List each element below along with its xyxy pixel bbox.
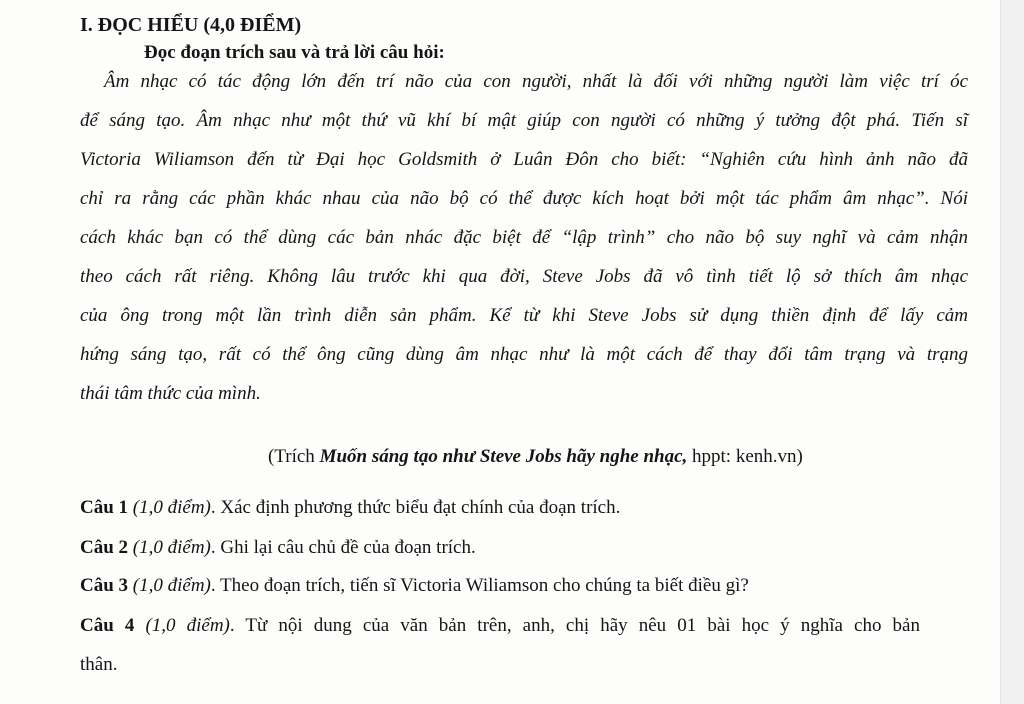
passage-line: Âm nhạc có tác động lớn đến trí não của con người, nhất là đối với những người làm việc trí óc — [104, 71, 968, 92]
question-points: (1,0 điểm) — [132, 537, 211, 558]
question-4 — [80, 615, 920, 637]
passage — [80, 67, 968, 418]
question-3 — [80, 575, 749, 597]
source-citation — [268, 446, 803, 468]
passage-line: của ông trong một lần trình diễn sản phẩm. Kể từ khi Steve Jobs sử dụng thiền định để lấy cảm — [80, 305, 968, 326]
passage-line: theo cách rất riêng. Không lâu trước khi qua đời, Steve Jobs đã vô tình tiết lộ sở thích âm nhạc — [80, 266, 968, 287]
viewer-gutter — [1001, 0, 1024, 704]
question-text: . Xác định phương thức biểu đạt chính của đoạn trích. — [210, 497, 621, 518]
passage-line: cách khác bạn có thể dùng các bản nhác đặc biệt để “lập trình” cho não bộ suy nghĩ và cảm nhận — [80, 227, 968, 248]
question-text: . Từ nội dung của văn bản trên, anh, chị hãy nêu 01 bài học ý nghĩa cho bản — [229, 615, 920, 636]
question-4-continuation: thân. — [80, 654, 118, 675]
question-text: . Ghi lại câu chủ đề của đoạn trích. — [210, 537, 476, 558]
passage-line: thái tâm thức của mình. — [80, 383, 261, 404]
passage-line: hứng sáng tạo, rất có thể ông cũng dùng âm nhạc như là một cách để thay đổi tâm trạng và trạng — [80, 344, 968, 365]
question-points: (1,0 điểm) — [132, 575, 211, 596]
source-suffix: hppt: kenh.vn) — [687, 446, 803, 467]
question-label: Câu 3 — [80, 575, 129, 596]
section-title: I. ĐỌC HIỂU (4,0 ĐIỂM) — [80, 14, 302, 36]
question-1 — [80, 497, 620, 519]
question-points: (1,0 điểm) — [132, 497, 211, 518]
question-text: . Theo đoạn trích, tiến sĩ Victoria Wiliamson cho chúng ta biết điều gì? — [210, 575, 749, 596]
question-label: Câu 2 — [80, 537, 129, 558]
question-2 — [80, 537, 476, 559]
source-prefix: (Trích — [268, 446, 320, 467]
question-points: (1,0 điểm) — [145, 615, 230, 636]
source-title: Muốn sáng tạo như Steve Jobs hãy nghe nhạc, — [319, 446, 688, 467]
passage-line: chỉ ra rằng các phần khác nhau của não bộ có thể được kích hoạt bởi một tác phẩm âm nhạc”. Nói — [80, 188, 968, 209]
reading-instruction: Đọc đoạn trích sau và trả lời câu hỏi: — [144, 42, 445, 63]
passage-line: để sáng tạo. Âm nhạc như một thứ vũ khí bí mật giúp con người có những ý tưởng đột phá. Tiến sĩ — [80, 110, 968, 131]
passage-line: Victoria Wiliamson đến từ Đại học Goldsmith ở Luân Đôn cho biết: “Nghiên cứu hình ảnh não đã — [80, 149, 968, 170]
question-label: Câu 4 — [80, 615, 135, 636]
question-label: Câu 1 — [80, 497, 129, 518]
